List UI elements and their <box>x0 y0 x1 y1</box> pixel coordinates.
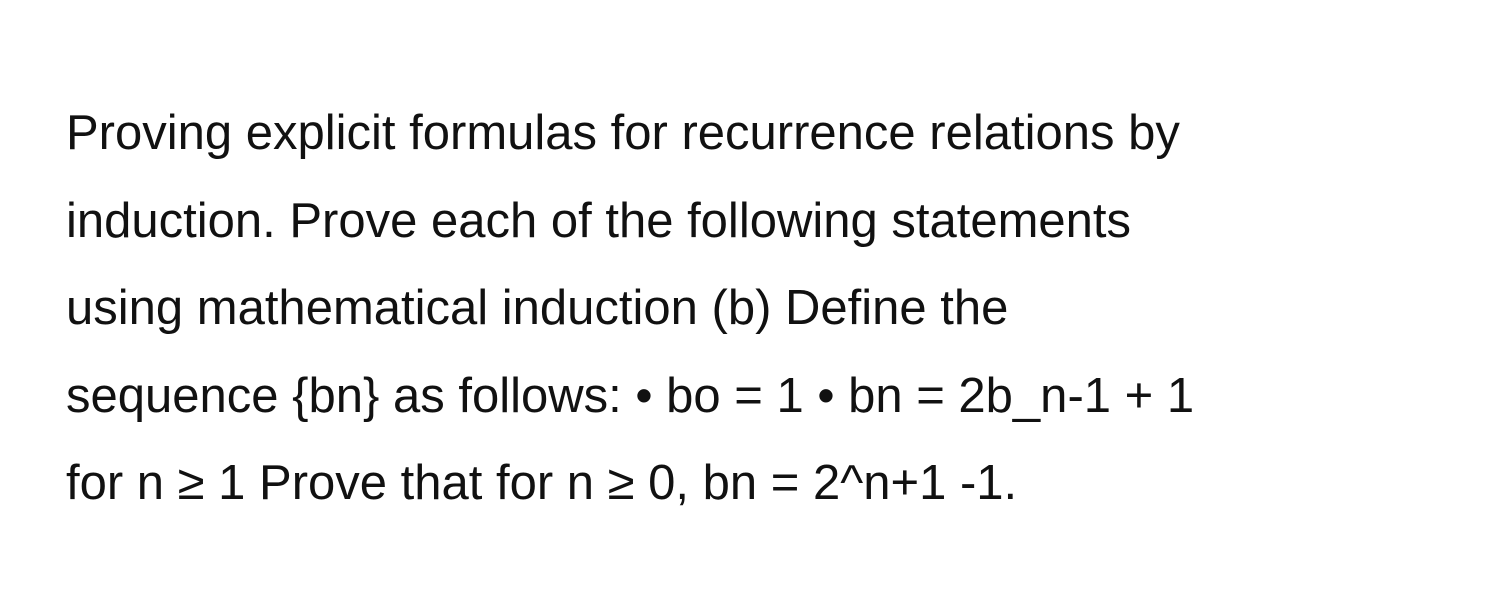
text-line-3: using mathematical induction (b) Define the <box>66 281 1009 335</box>
text-line-5: for n ≥ 1 Prove that for n ≥ 0, bn = 2^n+1 -1. <box>66 456 1018 510</box>
text-line-2: induction. Prove each of the following statements <box>66 193 1132 248</box>
text-line-4: sequence {bn} as follows: • bo = 1 • bn = 2b_n-1 + 1 <box>66 368 1195 423</box>
problem-text <box>66 90 1466 528</box>
text-line-1: Proving explicit formulas for recurrence relations by <box>66 106 1180 160</box>
